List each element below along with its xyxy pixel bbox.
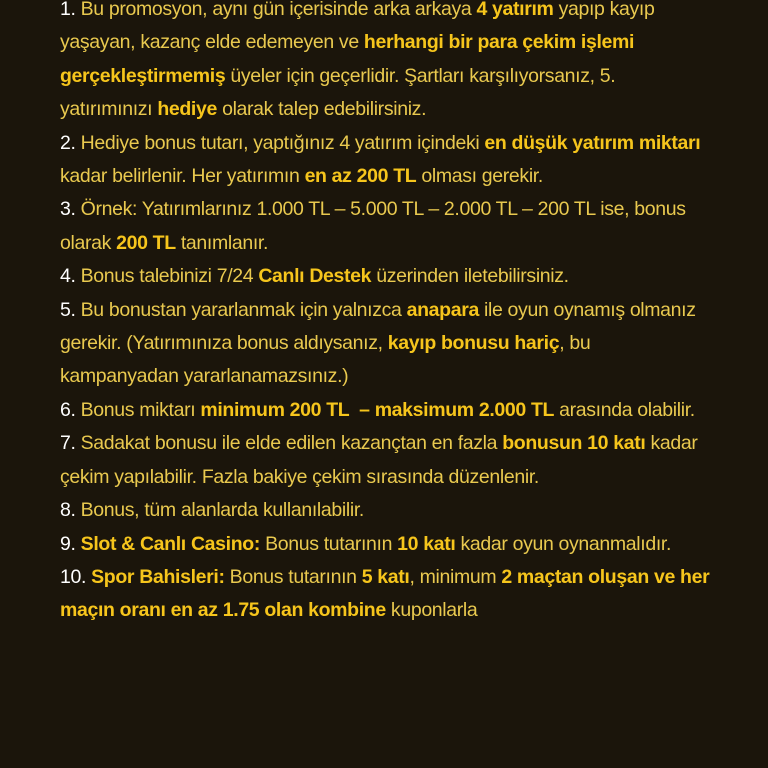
term-number: 2. <box>60 131 76 154</box>
term-item-5 <box>60 294 710 394</box>
term-text: üyeler için geçerlidir. Şartları karşılıyorsanız, 5. yatırımınızı <box>60 64 616 121</box>
term-highlight: anapara <box>406 298 479 321</box>
term-number: 3. <box>60 198 76 221</box>
term-highlight: minimum 200 TL – maksimum 2.000 TL <box>200 398 555 421</box>
term-item-7 <box>60 427 710 494</box>
term-text: tanımlanır. <box>175 231 269 254</box>
term-highlight: bonusun 10 katı <box>502 432 646 455</box>
term-number: 4. <box>60 265 76 288</box>
term-highlight: en düşük yatırım miktarı <box>484 131 701 154</box>
term-text: Bonus talebinizi 7/24 <box>75 265 259 288</box>
term-item-4 <box>60 260 710 293</box>
term-text: Bu promosyon, aynı gün içerisinde arka arkaya <box>75 0 477 20</box>
term-text: Örnek: Yatırımlarınız 1.000 TL – 5.000 TL – 2.000 TL – 200 TL ise, bonus olarak <box>60 198 686 254</box>
term-text: , minimum <box>409 565 502 588</box>
term-text: Bonus tutarının <box>260 532 398 555</box>
term-item-6 <box>60 394 710 427</box>
term-text: olarak talep edebilirsiniz. <box>217 98 427 121</box>
term-number: 6. <box>60 398 76 421</box>
term-text: ile oyun oynamış olmanız gerekir. (Yatırımınıza bonus aldıysanız, <box>60 298 696 355</box>
term-highlight: 4 yatırım <box>476 0 554 20</box>
term-text: kadar oyun oynanmalıdır. <box>455 532 672 555</box>
term-text: kadar çekim yapılabilir. Fazla bakiye çekim sırasında düzenlenir. <box>60 432 698 488</box>
term-text: Sadakat bonusu ile elde edilen kazançtan en fazla <box>75 432 503 455</box>
term-item-1 <box>60 0 710 127</box>
term-number: 5. <box>60 298 76 321</box>
term-highlight: kayıp bonusu hariç <box>387 332 560 355</box>
term-text: kuponlarla <box>385 599 478 622</box>
term-highlight: 10 katı <box>397 532 456 555</box>
term-text: , bu kampanyadan yararlanamazsınız.) <box>60 332 591 388</box>
term-number: 7. <box>60 432 76 455</box>
term-text: Hediye bonus tutarı, yaptığınız 4 yatırım içindeki <box>75 131 485 154</box>
term-number: 9. <box>60 532 76 555</box>
term-highlight: Canlı Destek <box>258 265 372 288</box>
term-item-10 <box>60 561 710 628</box>
term-item-2 <box>60 127 710 194</box>
term-text: Bu bonustan yararlanmak için yalnızca <box>75 298 407 321</box>
term-text: üzerinden iletebilirsiniz. <box>371 265 569 288</box>
term-highlight: en az 200 TL <box>304 165 417 188</box>
term-number: 1. <box>60 0 76 20</box>
terms-list <box>60 0 710 628</box>
term-highlight: 200 TL <box>116 231 176 254</box>
term-text: Bonus, tüm alanlarda kullanılabilir. <box>75 499 364 522</box>
term-text: arasında olabilir. <box>554 398 695 421</box>
term-highlight: Spor Bahisleri: <box>91 565 225 588</box>
term-highlight: herhangi bir para çekim işlemi gerçekleştirmemiş <box>60 31 635 87</box>
term-item-8 <box>60 494 710 527</box>
term-number: 8. <box>60 499 76 522</box>
term-highlight: Slot & Canlı Casino: <box>80 532 261 555</box>
term-highlight: hediye <box>157 98 217 121</box>
term-item-3 <box>60 193 710 260</box>
term-text: yapıp kayıp yaşayan, kazanç elde edemeyen ve <box>60 0 655 54</box>
term-text: Bonus miktarı <box>75 398 201 421</box>
term-text: olması gerekir. <box>416 165 543 188</box>
term-text: Bonus tutarının <box>224 565 362 588</box>
term-highlight: 2 maçtan oluşan ve her maçın oranı en az 1.75 olan kombine <box>60 565 710 622</box>
term-item-9 <box>60 528 710 561</box>
term-text: kadar belirlenir. Her yatırımın <box>60 165 305 188</box>
term-highlight: 5 katı <box>361 565 410 588</box>
term-number: 10. <box>60 565 87 588</box>
